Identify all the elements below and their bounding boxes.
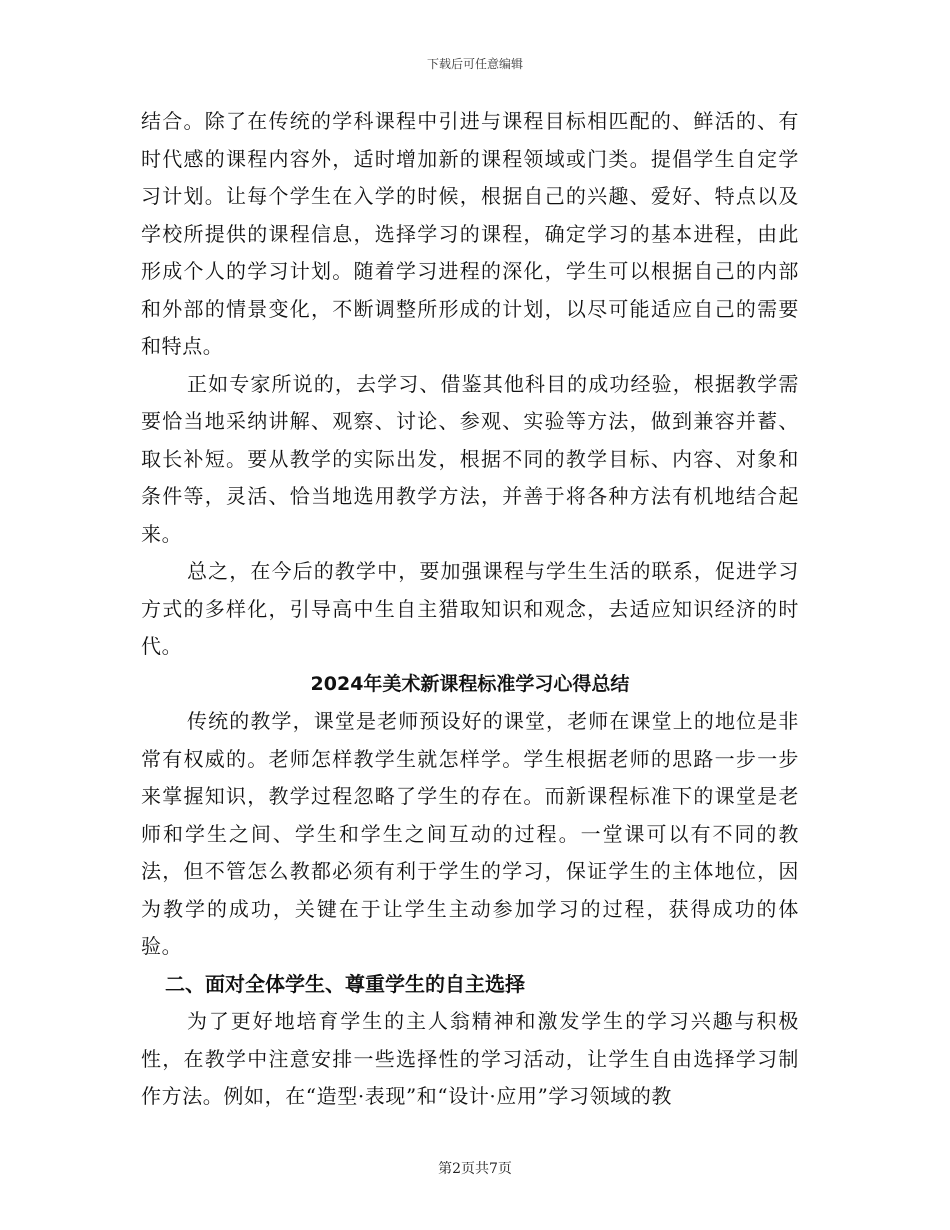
page-header: 下载后可任意编辑 (426, 57, 523, 71)
section-title: 2024年美术新课程标准学习心得总结 (310, 672, 630, 695)
page-number: 第2页共7页 (438, 1161, 512, 1177)
section-heading-2: 二、面对全体学生、尊重学生的自主选择 (165, 971, 525, 996)
paragraph-student-choice: 为了更好地培育学生的主人翁精神和激发学生的学习兴趣与积极性，在教学中注意安排一些选择性的学习活动，让学生自由选择学习制作方法。例如，在“造型·表现”和“设计·应用”学习领域的教 (141, 1009, 799, 1108)
paragraph-conclusion: 总之，在今后的教学中，要加强课程与学生生活的联系，促进学习方式的多样化，引导高中生自主猎取知识和观念，去适应知识经济的时代。 (141, 559, 799, 658)
paragraph-course-integration: 结合。除了在传统的学科课程中引进与课程目标相匹配的、鲜活的、有时代感的课程内容外，适时增加新的课程领域或门类。提倡学生自定学习计划。让每个学生在入学的时候，根据自己的兴趣、爱好、特点以及学校所提供的课程信息，选择学习的课程，确定学习的基本进程，由此形成个人的学习计划。随着学习进程的深化，学生可以根据自己的内部和外部的情景变化，不断调整所形成的计划，以尽可能适应自己的需要和特点。 (141, 109, 799, 358)
document-body (141, 103, 799, 1116)
paragraph-traditional-teaching: 传统的教学，课堂是老师预设好的课堂，老师在课堂上的地位是非常有权威的。老师怎样教学生就怎样学。学生根据老师的思路一步一步来掌握知识，教学过程忽略了学生的存在。而新课程标准下的课堂是老师和学生之间、学生和学生之间互动的过程。一堂课可以有不同的教法，但不管怎么教都必须有利于学生的学习，保证学生的主体地位，因为教学的成功，关键在于让学生主动参加学习的过程，获得成功的体验。 (141, 709, 799, 958)
paragraph-teaching-methods: 正如专家所说的，去学习、借鉴其他科目的成功经验，根据教学需要恰当地采纳讲解、观察、讨论、参观、实验等方法，做到兼容并蓄、取长补短。要从教学的实际出发，根据不同的教学目标、内容、对象和条件等，灵活、恰当地选用教学方法，并善于将各种方法有机地结合起来。 (141, 371, 799, 546)
